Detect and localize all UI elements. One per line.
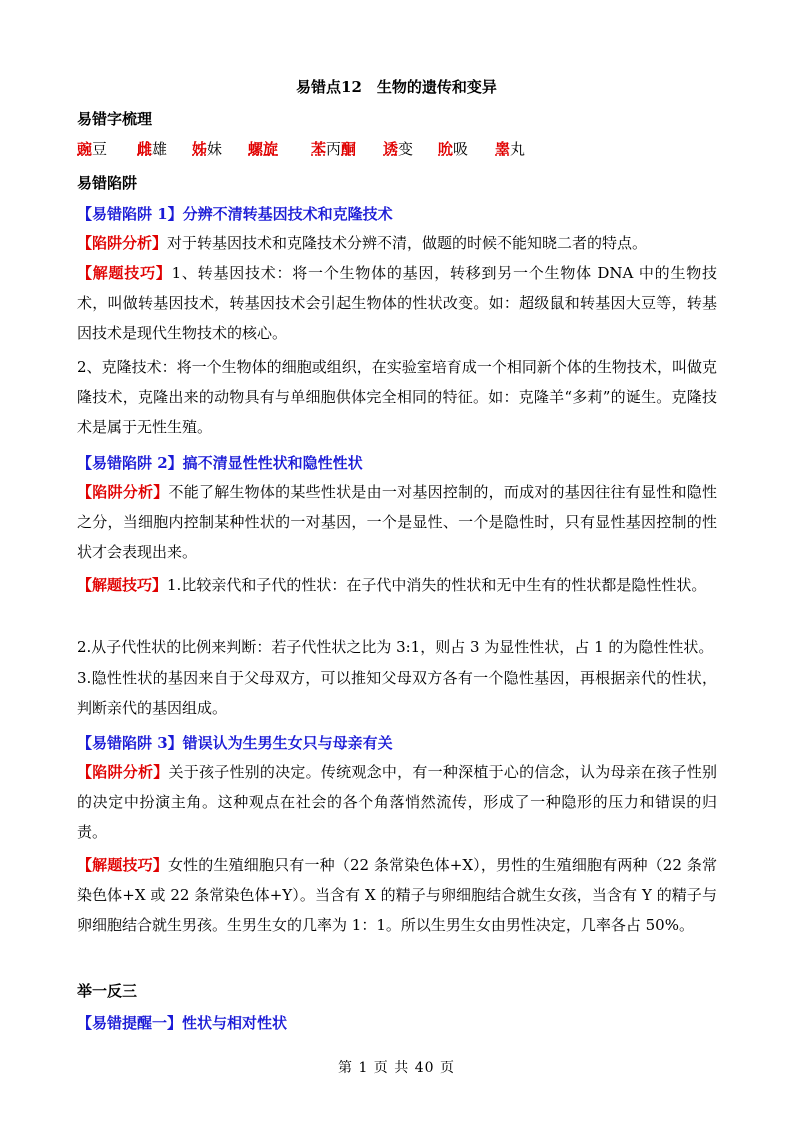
trap-2-tips: 【解题技巧】1.比较亲代和子代的性状：在子代中消失的性状和无中生有的性状都是隐性性状。 <box>77 576 707 594</box>
section-heading-examples: 举一反三 <box>77 982 138 1000</box>
trap-3-analysis: 【陷阱分析】关于孩子性别的决定。传统观念中，有一种深植于心的信念，认为母亲在孩子性别的决定中扮演主角。这种观点在社会的各个角落悄然流传，形成了一种隐形的压力和错误的归责。 <box>77 763 717 841</box>
section-heading-typo: 易错字梳理 <box>77 110 153 128</box>
trap-2-analysis: 【陷阱分析】不能了解生物体的某些性状是由一对基因控制的，而成对的基因往往有显性和隐性之分，当细胞内控制某种性状的一对基因，一个是显性、一个是隐性时，只有显性基因控制的性状才会表现出来。 <box>77 483 717 561</box>
section-heading-traps: 易错陷阱 <box>77 174 138 192</box>
typo-word: 睾丸 <box>495 140 526 158</box>
trap-1-heading: 【易错陷阱 1】分辨不清转基因技术和克隆技术 <box>77 205 393 223</box>
trap-1-tips: 【解题技巧】1、转基因技术：将一个生物体的基因，转移到另一个生物体 DNA 中的生物技术，叫做转基因技术，转基因技术会引起生物体的性状改变。如：超级鼠和转基因大豆等，转基因技术是现代生物技术的核心。 <box>77 264 717 342</box>
trap-3-heading: 【易错陷阱 3】错误认为生男生女只与母亲有关 <box>77 734 393 752</box>
typo-word: 姊妹 <box>192 140 223 158</box>
typo-word: 雌雄 <box>137 140 168 158</box>
typo-word: 豌豆 <box>77 140 108 158</box>
page-footer: 第 1 页 共 40 页 <box>338 1060 455 1076</box>
typo-word: 诱变 <box>383 140 414 158</box>
trap-2-tips-3: 3.隐性性状的基因来自于父母双方，可以推知父母双方各有一个隐性基因，再根据亲代的性状，判断亲代的基因组成。 <box>77 669 717 717</box>
trap-1-analysis: 【陷阱分析】对于转基因技术和克隆技术分辨不清，做题的时候不能知晓二者的特点。 <box>77 234 648 252</box>
page-title: 易错点12 生物的遗传和变异 <box>296 78 497 96</box>
typo-word: 螺旋 <box>248 140 279 158</box>
typo-word: 吮吸 <box>438 140 469 158</box>
trap-2-tips-2: 2.从子代性状的比例来判断：若子代性状之比为 3:1，则占 3 为显性性状，占 1 的为隐性性状。 <box>77 638 714 656</box>
typo-word-list <box>77 138 535 159</box>
reminder-1-heading: 【易错提醒一】性状与相对性状 <box>77 1014 288 1032</box>
typo-word: 苯丙酮 <box>311 140 357 158</box>
trap-1-tips-2: 2、克隆技术：将一个生物体的细胞或组织，在实验室培育成一个相同新个体的生物技术，叫做克隆技术，克隆出来的动物具有与单细胞供体完全相同的特征。如：克隆羊“多莉”的诞生。克隆技术是属于无性生殖。 <box>77 358 717 436</box>
trap-2-heading: 【易错陷阱 2】搞不清显性性状和隐性性状 <box>77 454 363 472</box>
trap-3-tips: 【解题技巧】女性的生殖细胞只有一种（22 条常染色体+X），男性的生殖细胞有两种（22 条常染色体+X 或 22 条常染色体+Y）。当含有 X 的精子与卵细胞结合就生女孩，当含有 Y 的精子与卵细胞结合就生男孩。生男生女的几率为 1：1。所以生男生女由男性决定，几率各占 50%。 <box>77 856 717 934</box>
